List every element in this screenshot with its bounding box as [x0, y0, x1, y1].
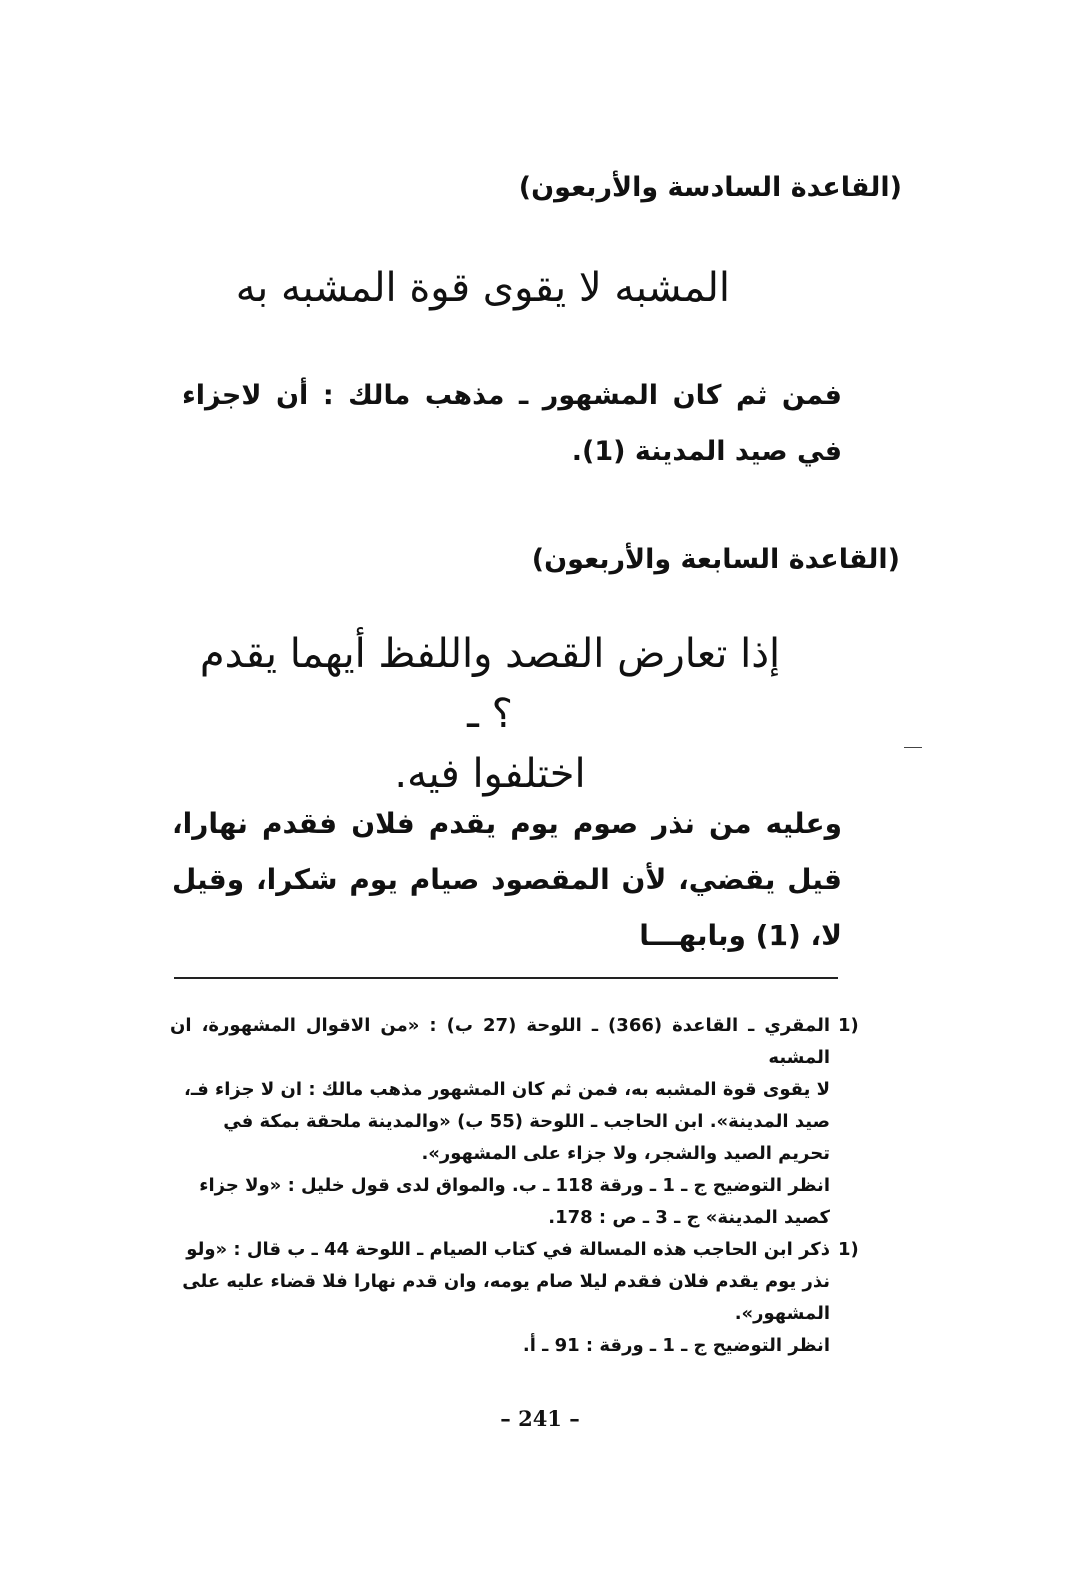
rule-47-title: [190, 624, 790, 804]
footnote-line: انظر التوضيح ج ـ 1 ـ ورقة 118 ـ ب. والمواق لدى قول خليل : «ولا جزاء: [199, 1175, 830, 1196]
footnote-number: 1): [838, 1015, 859, 1036]
footnote-line: المشهور».: [734, 1303, 830, 1324]
rule-47-heading: (القاعدة السابعة والأربعون): [531, 544, 900, 575]
rule-47-title-line-1: إذا تعارض القصد واللفظ أيهما يقدم ؟ ـ: [199, 631, 781, 737]
footnote-1: [170, 1010, 859, 1234]
footnote-line: انظر التوضيح ج ـ 1 ـ ورقة : 91 ـ أ.: [522, 1335, 830, 1356]
page-number: – 241 –: [500, 1406, 580, 1431]
footnote-2: [170, 1234, 859, 1362]
footnote-line: كصيد المدينة» ج ـ 3 ـ ص : 178.: [548, 1207, 830, 1228]
footnote-line: المقري ـ القاعدة (366) ـ اللوحة (27 ب) : «من الاقوال المشهورة، ان المشبه: [170, 1015, 830, 1068]
footnotes: [170, 1010, 859, 1362]
footnote-number: 1): [838, 1239, 859, 1260]
rule-46-heading: (القاعدة السادسة والأربعون): [518, 172, 902, 203]
rule-46-title: المشبه لا يقوى قوة المشبه به: [235, 265, 730, 311]
rule-47-body: وعليه من نذر صوم يوم يقدم فلان فقدم نهارا، قيل يقضي، لأن المقصود صيام يوم شكرا، وقيل لا، (1) وبابهـــا: [172, 807, 842, 952]
rule-46-body: فمن ثم كان المشهور ـ مذهب مالك : أن لاجزاء في صيد المدينة (1).: [182, 380, 842, 467]
footnote-separator: [174, 977, 838, 979]
footnote-line: ذكر ابن الحاجب هذه المسالة في كتاب الصيام ـ اللوحة 44 ـ ب قال : «ولو: [186, 1239, 830, 1260]
footnote-line: لا يقوى قوة المشبه به، فمن ثم كان المشهور مذهب مالك : ان لا جزاء فـ،: [184, 1079, 830, 1100]
footnote-line: تحريم الصيد والشجر، ولا جزاء على المشهور».: [421, 1143, 830, 1164]
rule-47-title-line-2: اختلفوا فيه.: [394, 751, 586, 797]
margin-mark: [904, 747, 922, 748]
footnote-line: صيد المدينة». ابن الحاجب ـ اللوحة (55 ب) «والمدينة ملحقة بمكة في: [223, 1111, 830, 1132]
footnote-line: نذر يوم يقدم فلان فقدم ليلا صام يومه، وان قدم نهارا فلا قضاء عليه على: [182, 1271, 830, 1292]
